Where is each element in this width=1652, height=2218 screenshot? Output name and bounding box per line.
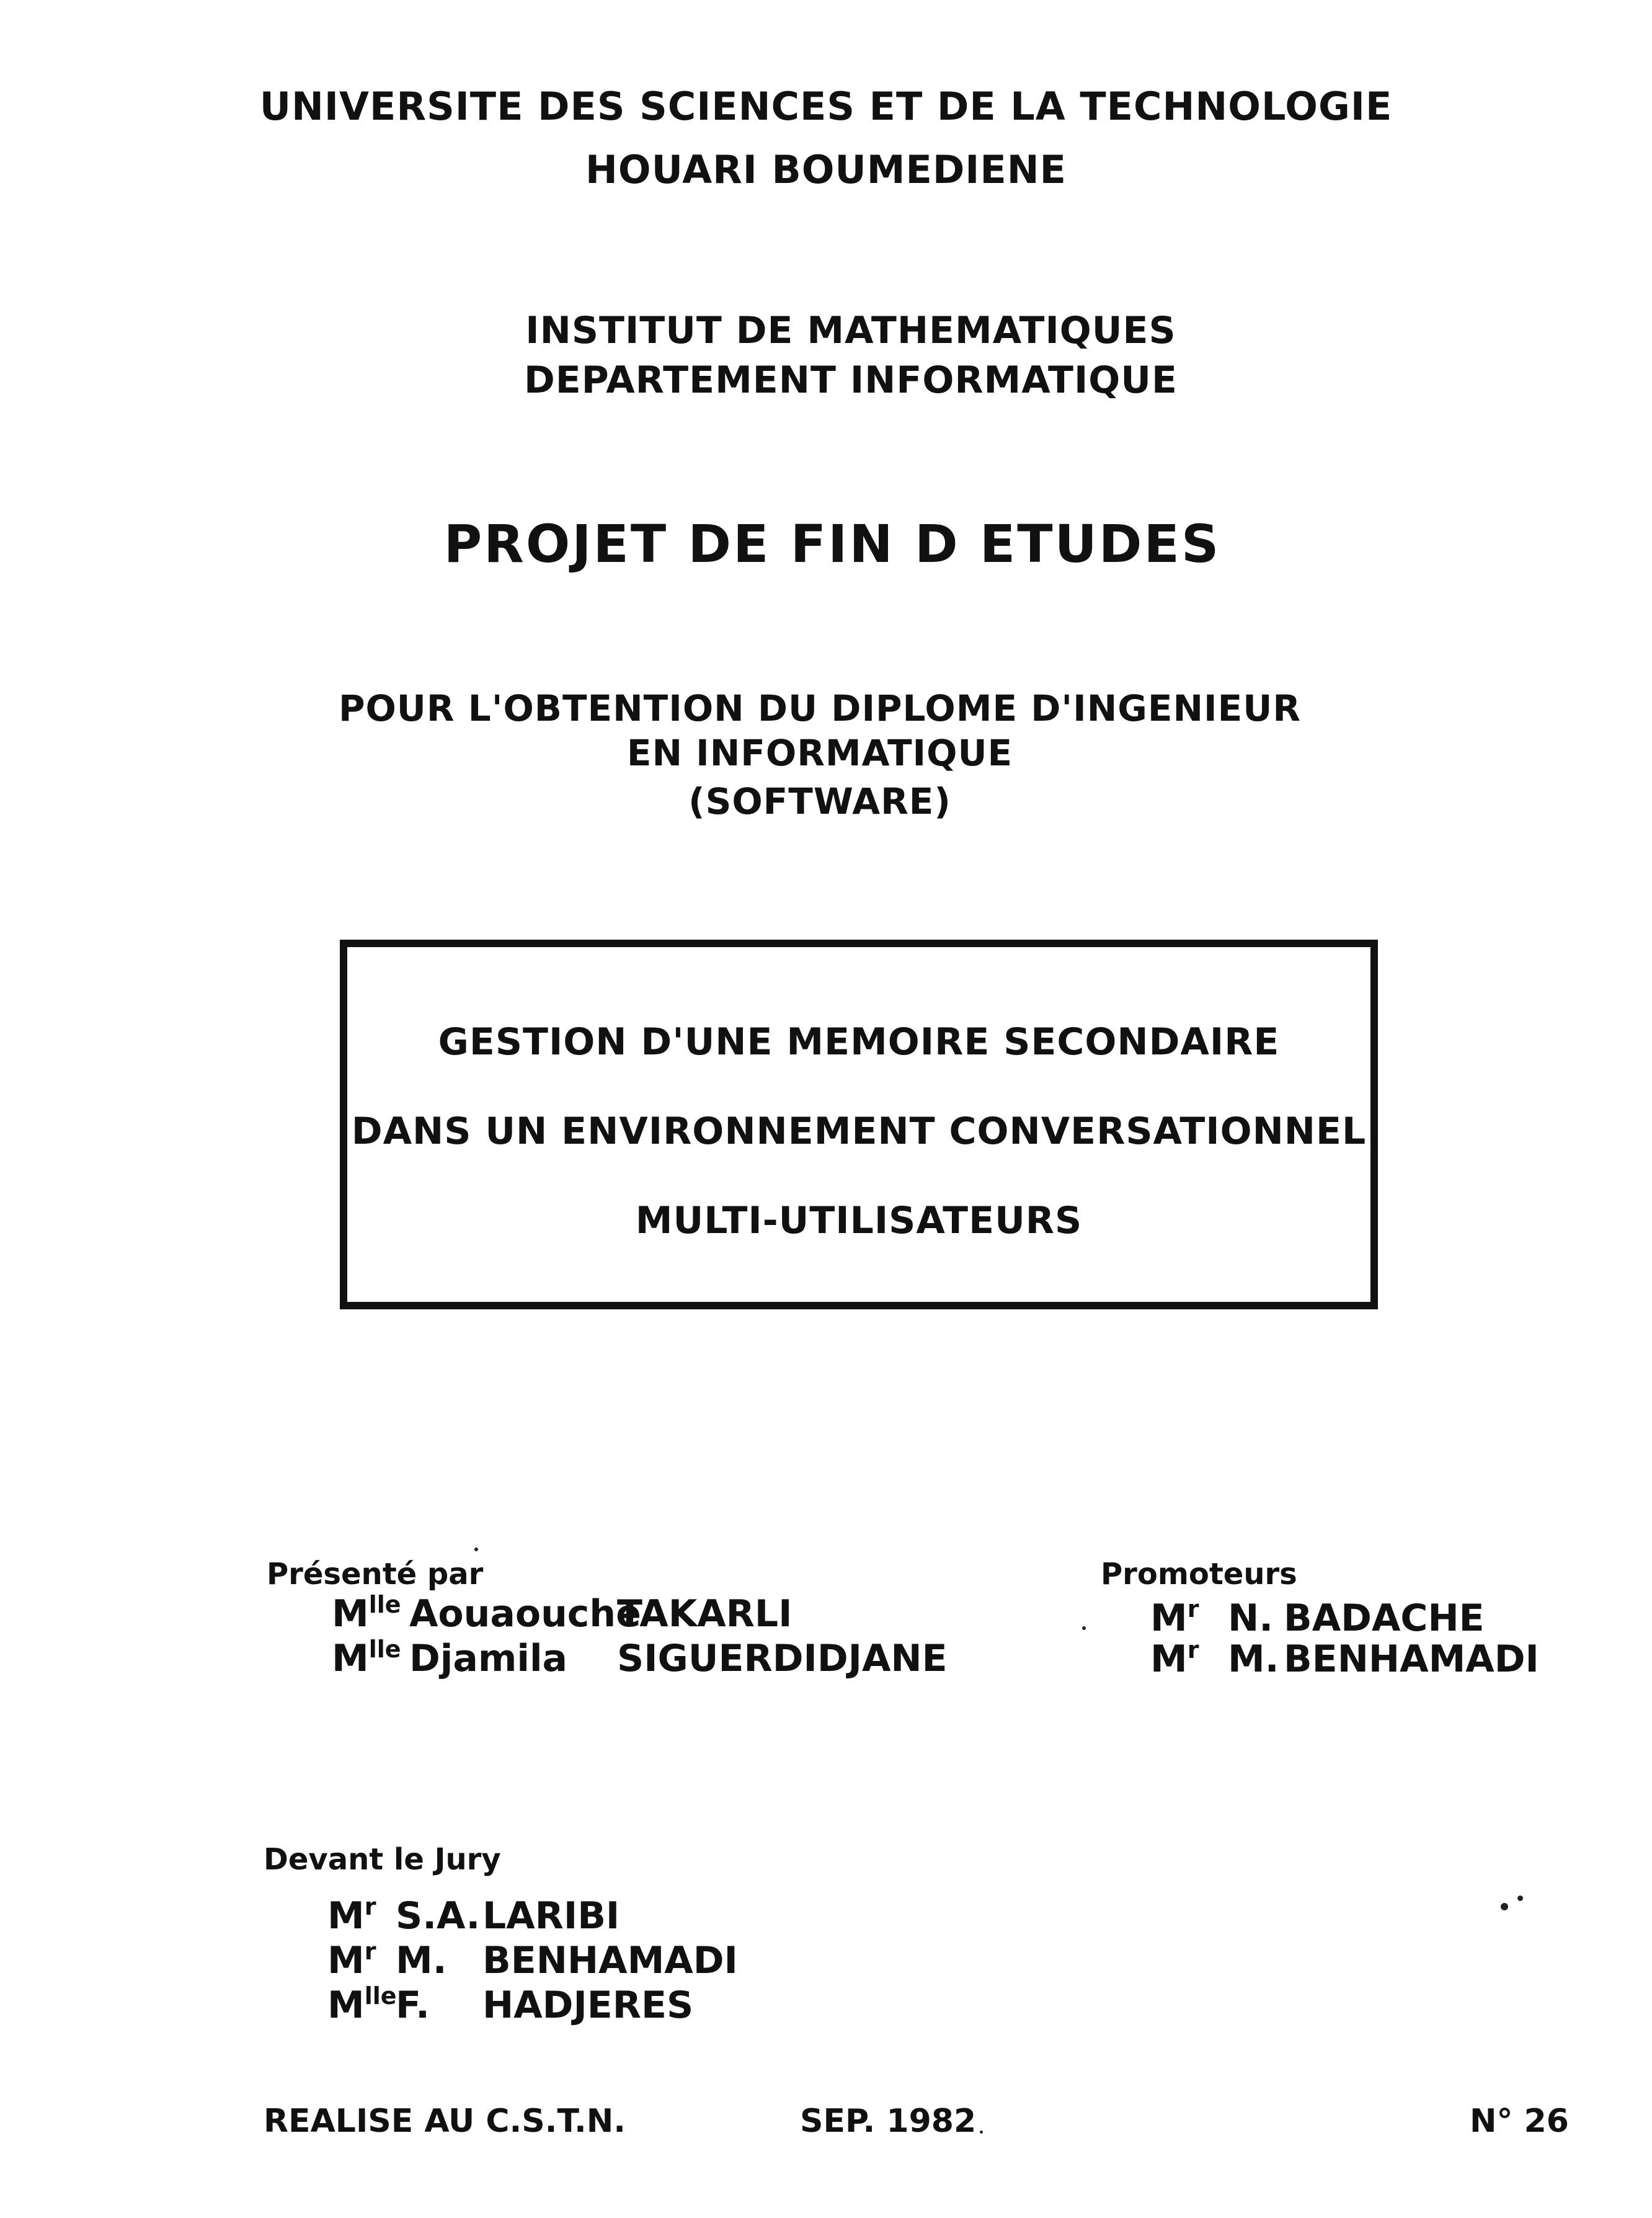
jury-member-2 <box>327 1938 738 1982</box>
promoter-1-given-name: N. <box>1228 1597 1274 1640</box>
presenter-2 <box>332 1636 948 1680</box>
department-name: DEPARTEMENT INFORMATIQUE <box>523 359 1178 402</box>
presenter-1-surname: TAKARLI <box>617 1592 793 1636</box>
presenter-2-given-name: Djamila <box>409 1637 567 1680</box>
presenter-1-given-name: Aouaouche <box>409 1592 641 1636</box>
presenter-1 <box>332 1591 792 1636</box>
presenter-2-title: $M^{lle}$ <box>332 1636 401 1680</box>
promoters-label: Promoteurs <box>1101 1557 1297 1592</box>
jury-member-2-surname: BENHAMADI <box>482 1939 738 1982</box>
document-number: N° 26 <box>1470 2103 1569 2140</box>
university-name: UNIVERSITE DES SCIENCES ET DE LA TECHNOLOGIE <box>259 84 1393 129</box>
subject-line-1: GESTION D'UNE MEMOIRE SECONDAIRE <box>438 1020 1280 1064</box>
subject-line-2: DANS UN ENVIRONNEMENT CONVERSATIONNEL <box>351 1110 1367 1153</box>
university-subname: HOUARI BOUMEDIENE <box>585 147 1067 192</box>
promoter-2-title: $M^r$ <box>1150 1636 1199 1681</box>
document-title: PROJET DE FIN D ETUDES <box>443 514 1221 574</box>
realise-at: REALISE AU C.S.T.N. <box>264 2103 626 2140</box>
scan-speck <box>474 1548 478 1551</box>
jury-member-3 <box>327 1982 693 2027</box>
jury-member-1 <box>327 1893 620 1938</box>
subject-line-3: MULTI-UTILISATEURS <box>635 1199 1083 1242</box>
presented-by-label: Présenté par <box>267 1557 484 1592</box>
date: SEP. 1982 <box>800 2103 977 2140</box>
jury-member-1-given-name: S.A. <box>396 1894 481 1938</box>
jury-member-3-title: $M^{lle}$ <box>327 1982 397 2027</box>
scan-speck <box>980 2131 983 2134</box>
degree-specialty: (SOFTWARE) <box>688 780 951 822</box>
promoter-2-given-name: M. <box>1228 1637 1279 1681</box>
promoter-2-surname: BENHAMADI <box>1284 1637 1539 1681</box>
promoter-1-title: $M^r$ <box>1150 1595 1199 1640</box>
presenter-1-title: $M^{lle}$ <box>332 1591 401 1636</box>
degree-field: EN INFORMATIQUE <box>626 732 1013 774</box>
jury-member-2-title: $M^r$ <box>327 1938 376 1982</box>
institute-name: INSTITUT DE MATHEMATIQUES <box>525 309 1176 352</box>
jury-label: Devant le Jury <box>264 1842 501 1877</box>
jury-member-1-surname: LARIBI <box>482 1894 620 1938</box>
degree-line: POUR L'OBTENTION DU DIPLOME D'INGENIEUR <box>338 687 1302 729</box>
promoter-1-surname: BADACHE <box>1284 1597 1485 1640</box>
jury-member-1-title: $M^r$ <box>327 1893 376 1938</box>
promoter-1 <box>1150 1595 1485 1640</box>
jury-member-3-surname: HADJERES <box>482 1984 694 2027</box>
presenter-2-surname: SIGUERDIDJANE <box>617 1637 948 1680</box>
jury-member-2-given-name: M. <box>396 1939 447 1982</box>
subject-box <box>340 940 1378 1309</box>
scan-speck <box>1082 1626 1086 1630</box>
scan-speck <box>1501 1903 1508 1910</box>
jury-member-3-given-name: F. <box>396 1984 430 2027</box>
scan-speck <box>1517 1895 1523 1901</box>
promoter-2 <box>1150 1636 1539 1681</box>
